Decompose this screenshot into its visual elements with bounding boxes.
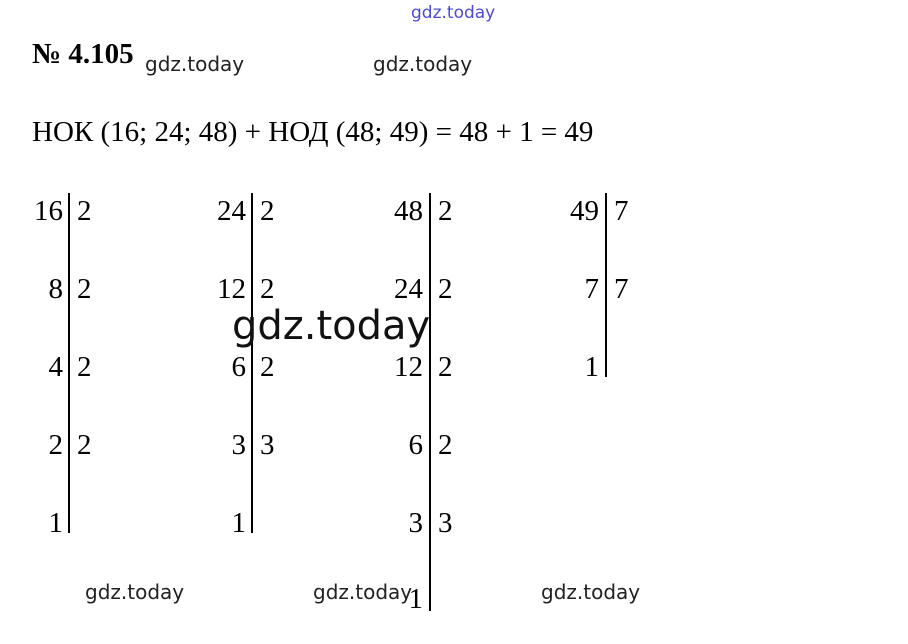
watermark-bottom-left: gdz.today [85,580,185,604]
factor-number: 16 [34,195,63,227]
factor-number: 8 [48,273,63,305]
factor-number: 12 [217,273,246,305]
watermark-header-right: gdz.today [373,52,473,76]
problem-number: № 4.105 [32,38,134,70]
factor-number: 4 [48,351,63,383]
factor-number: 12 [394,351,423,383]
factor-number: 48 [394,195,423,227]
factor-divisor: 2 [438,429,453,461]
watermark-top: gdz.today [411,3,496,23]
lcm-gcd-equation: НОК (16; 24; 48) + НОД (48; 49) = 48 + 1 = 49 [32,116,594,148]
factor-number: 3 [231,429,246,461]
factor-number: 24 [394,273,423,305]
factor-number: 6 [231,351,246,383]
factor-divisor: 7 [614,273,629,305]
factor-divisor: 2 [77,273,92,305]
factor-divisor: 2 [260,351,275,383]
divider-line [251,193,253,533]
factor-divisor: 3 [260,429,275,461]
watermark-center: gdz.today [232,303,431,349]
watermark-bottom-right: gdz.today [541,580,641,604]
factor-number: 1 [408,583,423,615]
factor-number: 6 [408,429,423,461]
factor-number: 49 [570,195,599,227]
factor-number: 1 [231,507,246,539]
factor-number: 7 [584,273,599,305]
factor-divisor: 2 [438,351,453,383]
factor-number: 1 [584,351,599,383]
watermark-after-title: gdz.today [145,52,245,76]
factor-divisor: 2 [77,195,92,227]
factor-divisor: 7 [614,195,629,227]
factor-divisor: 2 [260,195,275,227]
factor-divisor: 2 [77,429,92,461]
factor-divisor: 2 [438,273,453,305]
factor-divisor: 2 [438,195,453,227]
factor-number: 3 [408,507,423,539]
divider-line [605,193,607,377]
factor-number: 24 [217,195,246,227]
factor-divisor: 3 [438,507,453,539]
factor-number: 1 [48,507,63,539]
factor-divisor: 2 [260,273,275,305]
factor-divisor: 2 [77,351,92,383]
factor-number: 2 [48,429,63,461]
problem-title [32,38,134,71]
divider-line [68,193,70,533]
watermark-bottom-mid: gdz.today [313,580,413,604]
divider-line [429,193,431,611]
